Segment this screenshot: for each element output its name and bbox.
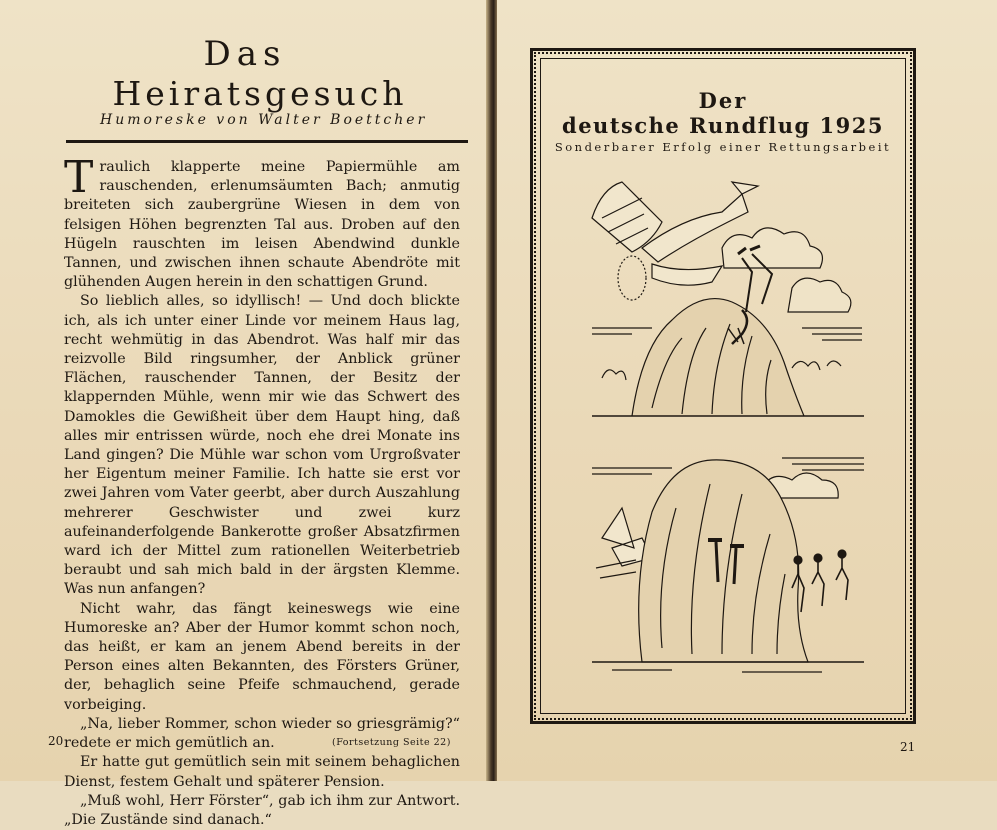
left-page <box>0 0 490 828</box>
cartoon-caption: Sonderbarer Erfolg einer Rettungsarbeit <box>554 140 892 154</box>
haystack-legs-illustration <box>592 448 864 680</box>
subtitle: Humoreske von Walter Boettcher <box>100 112 428 128</box>
page-number-left: 20 <box>48 734 64 748</box>
airplane-crash-illustration <box>592 178 864 416</box>
article-body <box>64 152 460 830</box>
continuation-note: (Fortsetzung Seite 22) <box>332 737 451 748</box>
paragraph-5: Er hatte gut gemütlich sein mit seinem behaglichen Dienst, festem Gehalt und späterer Pension. <box>64 754 460 790</box>
page-number-right: 21 <box>900 740 916 754</box>
title-line-2: Heiratsgesuch <box>112 74 408 113</box>
title-line-1: Das <box>203 34 287 74</box>
cartoon-heading-1: Der <box>698 88 748 113</box>
drop-cap: T <box>64 152 94 203</box>
paragraph-6: „Muß wohl, Herr Förster“, gab ich ihm zur Antwort. „Die Zustände sind danach.“ <box>64 792 460 828</box>
paragraph-3: Nicht wahr, das fängt keineswegs wie eine Humoreske an? Aber der Humor kommt schon noch, das heißt, er kam an jenem Abend bereits in der Person eines alten Bekannten, des Försters Grüner, der, behaglich seine Pfeife schmauchend, gerade vorbeiging. <box>64 600 460 713</box>
paragraph-1-text: raulich klapperte meine Papiermühle am rauschenden, erlenumsäumten Bach; anmutig breiteten sich zaubergrüne Wiesen in dem von felsigen Höhen begrenzten Tal aus. Droben auf den Hügeln rauschten im leisen Abendwind dunkle Tannen, und zwischen ihnen schaute Abendröte mit glühenden Augen herein in den schattigen Grund. <box>64 159 460 291</box>
cartoon-heading-2: deutsche Rundflug 1925 <box>562 113 884 138</box>
paragraph-2: So lieblich alles, so idyllisch! — Und doch blickte ich, als ich unter einer Linde vor meinem Haus lag, recht wehmütig in das Abendrot. Was half mir das reizvolle Bild ringsumher, der Anblick grüner Flächen, rauschender Tannen, der Besitz der klappernden Mühle, wenn mir wie das Schwert des Damokles die Gewißheit über dem Haupt hing, daß alles mir entrissen würde, noch ehe drei Monate ins Land gingen? Die Mühle war schon vom Urgroßvater her Eigentum meiner Familie. Ich hatte sie erst vor zwei Jahren vom Vater geerbt, aber durch Auszahlung mehrerer Geschwister und zwei kurz aufeinanderfolgende Bankerotte großer Absatzfirmen ward ich der Mittel zum rationellen Weiterbetrieb beraubt und sah mich bald in der ärgsten Klemme. Was nun anfangen? <box>64 293 460 598</box>
title-rule <box>66 140 468 143</box>
paragraph-4: „Na, lieber Rommer, schon wieder so griesgrämig?“ redete er mich gemütlich an. <box>64 715 460 752</box>
paragraph-1 <box>64 152 460 292</box>
